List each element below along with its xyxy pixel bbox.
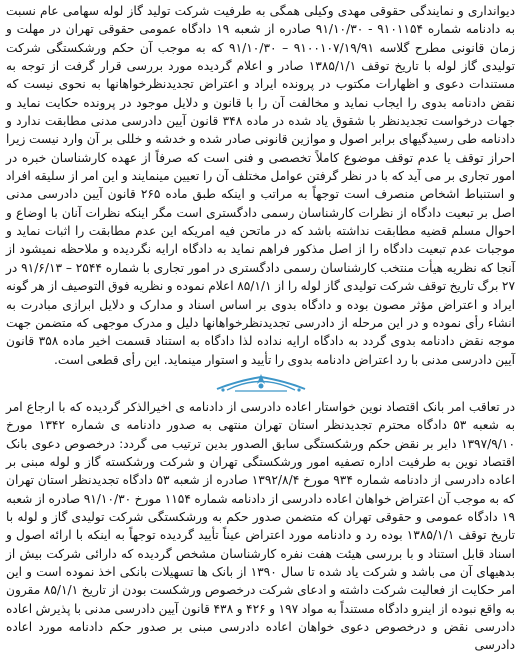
ornament-icon bbox=[213, 371, 309, 395]
section-divider bbox=[6, 371, 515, 395]
paragraph-appeal-ruling: دیوانداری و نمایندگی حقوقی مهدی وکیلی همگی به طرفیت شرکت تولید گاز لوله سهامی عام نسبت به دادنامه شماره ۹۱۰۱۱۵۴ - ۹۱/۱۰/۳۰ صادره از شعبه ۱۹ دادگاه عمومی حقوقی تهران در مهلت و زمان قانونی مطرح گلاسه ۹۱۰۰۱۰۷/۱۹/۹۱ – ۹۱/۱۰/۳۰ که به موجب آن حکم ورشکستگی شرکت تولیدی گاز لوله با تاریخ توقف ۱۳۸۵/۱/۱ صادر و اعلام گردیده مورد بررسی قرار گرفت از توجه به مستندات دعوی و اظهارات مکتوب در پرونده ایراد و اعتراض تجدیدنظرخواهانها به نحوی نیست که نقض دادنامه بدوی را ایجاب نماید و مخالفت آن را با قانون و دلایل موجود در پرونده حکایت نماید و جهات درخواست تجدیدنظر با شقوق یاد شده در ماده ۳۴۸ قانون آیین دادرسی مدنی مطابقت ندارد و دادنامه طی رسیدگیهای برابر اصول و موازین قانونی صادر شده و خدشه و خللی بر آن وارد نیست زیرا احراز توقف یا عدم توقف موضوع کاملاً تخصصی و فنی است که صرفاً از عهده کارشناسان خبره در امور تجاری بر می آید که با در نظر گرفتن عوامل مختلف آن را تعیین مینمایند و این امر از سلیقه افراد و استنباط اشخاص منصرف است توجهاً به مراتب و اینکه طبق ماده ۲۶۵ قانون آیین دادرسی مدنی اصل بر تبعیت دادگاه از نظرات کارشناسان رسمی دادگستری است مگر اینکه نظرات آنان با اوضاع و احوال مسلم قضیه مطابقت نداشته باشد که در ماتحن فیه امریکه این عدم مطابقت را اثبات نماید و موجبات عدم تبعیت دادگاه را از اصل مذکور فراهم نماید به دادگاه ارایه نگردیده و ملاحظه نمیشود از آنجا که نظریه هیأت منتخب کارشناسان رسمی دادگستری در امور تجاری با شماره ۲۵۴۴ – ۹۱/۶/۱۳ در ۲۷ برگ تاریخ توقف شرکت تولیدی گاز لوله را از ۸۵/۱/۱ اعلام نموده و نظریه فوق التوصیف از هر گونه ایراد و اعتراض مؤثر مصون بوده و دادگاه بدوی بر اساس اسناد و مدارک و دلایل ابرازی مبادرت به انشاء رأی نموده و در این مرحله از دادرسی تجدیدنظرخواهانها دلیل و مدرک موجهی که متضمن جهت موجه نقض دادنامه بدوی گردد به دادگاه ارایه نداده لذا دادگاه به استناد قسمت اخیر ماده ۳۵۸ قانون آیین دادرسی مدنی با رد اعتراض دادنامه بدوی را تأیید و استوار مینماید. این رأی قطعی است. bbox=[6, 4, 516, 367]
paragraph-retrial-ruling: در تعاقب امر بانک اقتصاد نوین خواستار اعاده دادرسی از دادنامه ی اخیرالذکر گردیده که با ارجاع امر به شعبه ۵۳ دادگاه محترم تجدیدنظر استان تهران منتهی به صدور دادنامه ی شماره ۱۳۴۲ مورخ ۱۳۹۷/۹/۱۰ دایر بر نقض حکم ورشکستگی سابق الصدور بدین ترتیب می گردد: درخصوص دعوی بانک اقتصاد نوین به طرفیت اداره تصفیه امور ورشکستگی تهران و شرکت ورشکسته گاز و لوله مبنی بر اعاده دادرسی از دادنامه شماره ۹۳۴ مورخ ۱۳۹۲/۸/۴ صادره از شعبه ۵۳ دادگاه تجدیدنظر استان تهران که به موجب آن اعتراض خواهان اعاده دادرسی از دادنامه شماره ۱۱۵۴ مورخ ۹۱/۱۰/۳۰ صادره از شعبه ۱۹ دادگاه عمومی و حقوقی تهران که متضمن صدور حکم به ورشکستگی شرکت تولیدی گاز و لوله با تاریخ توقف ۱۳۸۵/۱/۱ بوده رد و دادنامه مورد اعتراض عیناً تأیید گردیده توجهاً به اینکه با ارائه اصول و اسناد قابل استناد و با بررسی هیئت هفت نفره کارشناسان مشخص گردیده که دارائی شرکت بیش از بدهیهای آن می باشد و شرکت یاد شده تا سال ۱۳۹۰ از بانک ها تسهیلات بانکی اخذ نموده است و این امر حکایت از فعالیت شرکت داشته و ادعای شرکت درخصوص ورشکست بودن از تاریخ ۸۵/۱/۱ مقرون به واقع نبوده از اینرو دادگاه مستنداً به مواد ۱۹۷ و ۴۲۶ و ۴۳۸ قانون آیین دادرسی مدنی با پذیرش اعاده دادرسی نقض و درخصوص دعوی خواهان اعاده دادرسی مبنی بر صدور حکم دادنامه مورد اعاده دادرسی bbox=[6, 399, 516, 653]
